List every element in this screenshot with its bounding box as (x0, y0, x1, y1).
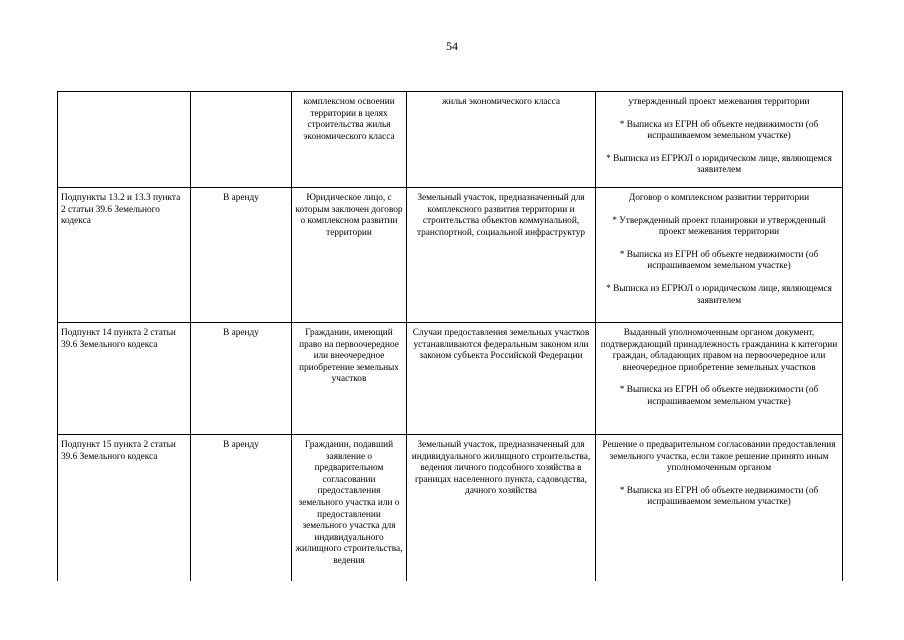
basis-cell: Подпункты 13.2 и 13.3 пункта 2 статьи 39.6 Земельного кодекса (58, 188, 191, 323)
provision-type-cell: В аренду (191, 188, 292, 323)
document-item: * Выписка из ЕГРН об объекте недвижимости (об испрашиваемом земельном участке) (619, 119, 819, 142)
documents-cell (596, 323, 843, 435)
documents-cell (596, 435, 843, 581)
provision-type-cell: В аренду (191, 323, 292, 435)
document-item: * Выписка из ЕГРЮЛ о юридическом лице, являющемся заявителем (606, 283, 832, 306)
table-row (58, 435, 843, 581)
purpose-cell: Земельный участок, предназначенный для комплексного развития территории и строительства объектов коммунальной, транспортной, социальной инфраструктур (407, 188, 596, 323)
provision-type-cell: В аренду (191, 435, 292, 581)
document-item: * Выписка из ЕГРН об объекте недвижимости (об испрашиваемом земельном участке) (619, 485, 819, 508)
purpose-cell: Земельный участок, предназначенный для индивидуального жилищного строительства, ведения личного подсобного хозяйства в границах населенного пункта, садоводства, дачного хозяйства (407, 435, 596, 581)
document-item: Договор о комплексном развитии территории (628, 193, 810, 203)
purpose-cell: Случаи предоставления земельных участков устанавливаются федеральным законом или законом субъекта Российской Федерации (407, 323, 596, 435)
document-item: * Выписка из ЕГРЮЛ о юридическом лице, являющемся заявителем (606, 153, 832, 176)
basis-cell: Подпункт 14 пункта 2 статьи 39.6 Земельного кодекса (58, 323, 191, 435)
table-row (58, 92, 843, 188)
land-provision-table (57, 91, 843, 581)
documents-cell (596, 188, 843, 323)
document-item: утвержденный проект межевания территории (628, 97, 810, 107)
document-item: * Выписка из ЕГРН об объекте недвижимости (об испрашиваемом земельном участке) (619, 249, 819, 272)
document-item: * Выписка из ЕГРН об объекте недвижимости (об испрашиваемом земельном участке) (619, 385, 819, 407)
document-item: * Утвержденный проект планировки и утвержденный проект межевания территории (612, 215, 826, 238)
table-row (58, 323, 843, 435)
applicant-cell: Юридическое лицо, с которым заключен договор о комплексном развитии территории (292, 188, 407, 323)
document-item: Выданный уполномоченным органом документ, подтверждающий принадлежность гражданина к категории граждан, обладающих правом на первоочередное или внеочередное приобретение земельных участков (600, 328, 838, 373)
basis-cell: Подпункт 15 пункта 2 статьи 39.6 Земельного кодекса (58, 435, 191, 581)
applicant-cell: комплексном освоении территории в целях строительства жилья экономического класса (292, 92, 407, 188)
applicant-cell: Гражданин, подавший заявление о предварительном согласовании предоставления земельного участка или о предоставлении земельного участка для индивидуального жилищного строительства, ведения (292, 435, 407, 581)
basis-cell (58, 92, 191, 188)
page-number: 54 (446, 39, 458, 53)
documents-cell (596, 92, 843, 188)
applicant-cell: Гражданин, имеющий право на первоочередное или внеочередное приобретение земельных участков (292, 323, 407, 435)
document-item: Решение о предварительном согласовании предоставления земельного участка, если такое решение принято иным уполномоченным органом (602, 440, 836, 474)
provision-type-cell (191, 92, 292, 188)
purpose-cell: жилья экономического класса (407, 92, 596, 188)
table-row (58, 188, 843, 323)
